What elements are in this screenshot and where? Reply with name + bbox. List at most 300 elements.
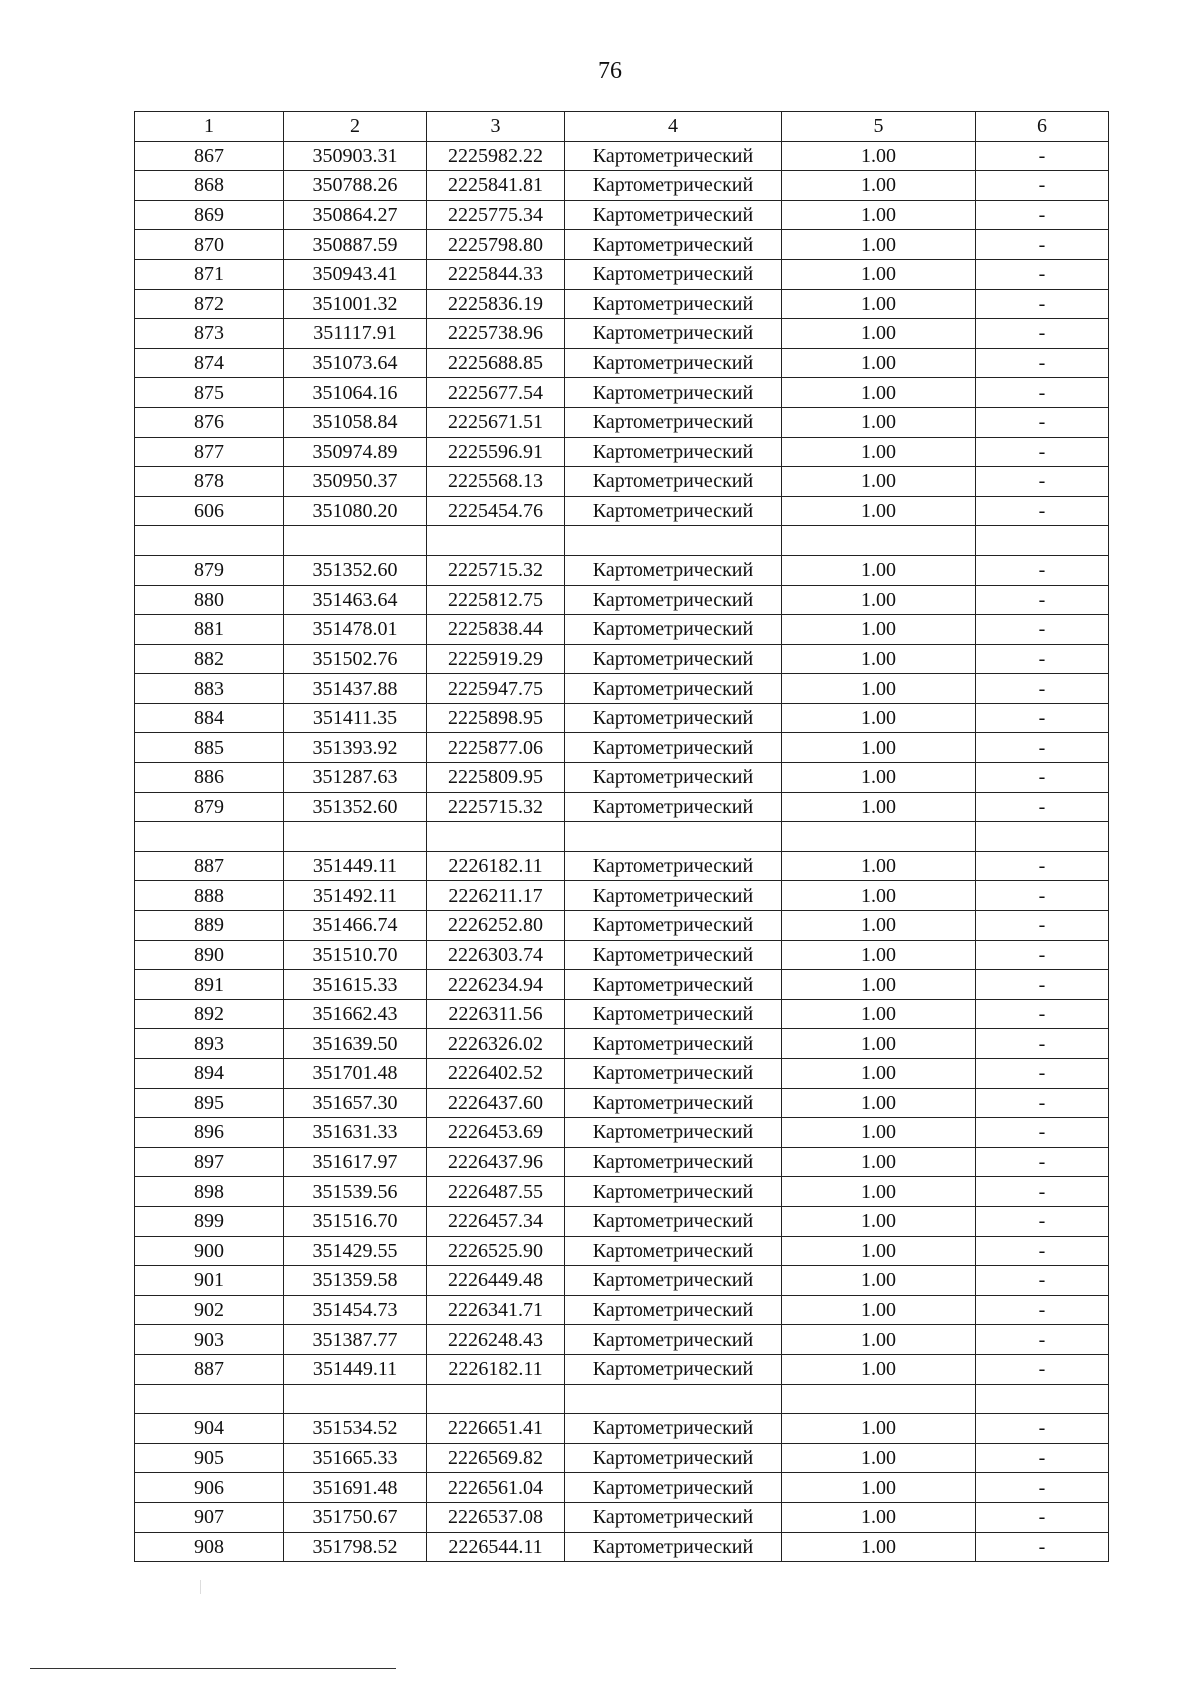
accuracy-cell: 1.00 [782,259,976,289]
x-coordinate-cell: 351691.48 [284,1473,427,1503]
x-coordinate-cell: 351639.50 [284,1029,427,1059]
column-header: 1 [135,112,284,142]
y-coordinate-cell [427,526,565,556]
note-cell: - [976,881,1109,911]
accuracy-cell: 1.00 [782,1059,976,1089]
x-coordinate-cell: 351359.58 [284,1266,427,1296]
x-coordinate-cell: 351393.92 [284,733,427,763]
table-row [135,259,1109,289]
coordinates-table [134,111,1109,1562]
y-coordinate-cell: 2226437.60 [427,1088,565,1118]
y-coordinate-cell: 2226326.02 [427,1029,565,1059]
y-coordinate-cell: 2225898.95 [427,703,565,733]
note-cell: - [976,1118,1109,1148]
y-coordinate-cell: 2226182.11 [427,851,565,881]
method-cell: Картометрический [565,1414,782,1444]
x-coordinate-cell: 351502.76 [284,644,427,674]
table-row [135,940,1109,970]
point-number-cell: 897 [135,1147,284,1177]
column-header: 3 [427,112,565,142]
point-number-cell [135,1384,284,1414]
accuracy-cell: 1.00 [782,585,976,615]
note-cell: - [976,644,1109,674]
accuracy-cell: 1.00 [782,644,976,674]
point-number-cell: 887 [135,1354,284,1384]
table-row [135,1236,1109,1266]
accuracy-cell: 1.00 [782,1236,976,1266]
y-coordinate-cell: 2225947.75 [427,674,565,704]
accuracy-cell: 1.00 [782,940,976,970]
y-coordinate-cell: 2225738.96 [427,319,565,349]
note-cell: - [976,1266,1109,1296]
scan-speck [200,1580,201,1594]
x-coordinate-cell: 351058.84 [284,407,427,437]
y-coordinate-cell: 2226211.17 [427,881,565,911]
accuracy-cell [782,822,976,852]
y-coordinate-cell [427,1384,565,1414]
point-number-cell: 898 [135,1177,284,1207]
x-coordinate-cell: 350903.31 [284,141,427,171]
accuracy-cell [782,526,976,556]
point-number-cell: 906 [135,1473,284,1503]
table-row [135,1266,1109,1296]
note-cell: - [976,378,1109,408]
accuracy-cell: 1.00 [782,1443,976,1473]
method-cell: Картометрический [565,703,782,733]
point-number-cell: 903 [135,1325,284,1355]
x-coordinate-cell: 351449.11 [284,851,427,881]
table-row [135,1147,1109,1177]
page-number: 76 [598,58,622,84]
point-number-cell: 871 [135,259,284,289]
x-coordinate-cell: 351411.35 [284,703,427,733]
note-cell: - [976,851,1109,881]
table-row [135,881,1109,911]
y-coordinate-cell: 2226182.11 [427,1354,565,1384]
method-cell: Картометрический [565,1147,782,1177]
accuracy-cell: 1.00 [782,1473,976,1503]
column-header: 5 [782,112,976,142]
method-cell: Картометрический [565,496,782,526]
table-row [135,1473,1109,1503]
point-number-cell: 606 [135,496,284,526]
note-cell: - [976,259,1109,289]
method-cell [565,526,782,556]
method-cell: Картометрический [565,733,782,763]
table-header [135,112,1109,142]
method-cell: Картометрический [565,851,782,881]
y-coordinate-cell: 2225982.22 [427,141,565,171]
method-cell: Картометрический [565,1354,782,1384]
method-cell: Картометрический [565,437,782,467]
table-row [135,1354,1109,1384]
note-cell [976,526,1109,556]
accuracy-cell: 1.00 [782,348,976,378]
point-number-cell: 894 [135,1059,284,1089]
accuracy-cell: 1.00 [782,733,976,763]
x-coordinate-cell: 351449.11 [284,1354,427,1384]
note-cell: - [976,1088,1109,1118]
point-number-cell: 881 [135,615,284,645]
accuracy-cell: 1.00 [782,615,976,645]
method-cell: Картометрический [565,1206,782,1236]
method-cell: Картометрический [565,1295,782,1325]
point-number-cell: 870 [135,230,284,260]
method-cell: Картометрический [565,171,782,201]
point-number-cell: 875 [135,378,284,408]
point-number-cell: 902 [135,1295,284,1325]
point-number-cell: 905 [135,1443,284,1473]
note-cell: - [976,733,1109,763]
y-coordinate-cell: 2226449.48 [427,1266,565,1296]
table-row [135,348,1109,378]
note-cell: - [976,1206,1109,1236]
accuracy-cell: 1.00 [782,1088,976,1118]
table-row [135,585,1109,615]
table-row [135,1502,1109,1532]
point-number-cell: 895 [135,1088,284,1118]
table-row [135,378,1109,408]
column-header: 6 [976,112,1109,142]
method-cell: Картометрический [565,1029,782,1059]
note-cell: - [976,319,1109,349]
y-coordinate-cell: 2226457.34 [427,1206,565,1236]
y-coordinate-cell: 2226437.96 [427,1147,565,1177]
x-coordinate-cell: 351516.70 [284,1206,427,1236]
table-row [135,911,1109,941]
point-number-cell: 904 [135,1414,284,1444]
note-cell: - [976,1029,1109,1059]
accuracy-cell: 1.00 [782,141,976,171]
point-number-cell: 886 [135,763,284,793]
y-coordinate-cell: 2225715.32 [427,555,565,585]
method-cell: Картометрический [565,1059,782,1089]
table-row [135,733,1109,763]
accuracy-cell: 1.00 [782,674,976,704]
method-cell: Картометрический [565,200,782,230]
table-row [135,496,1109,526]
method-cell: Картометрический [565,1473,782,1503]
accuracy-cell: 1.00 [782,1354,976,1384]
accuracy-cell: 1.00 [782,289,976,319]
x-coordinate-cell: 351539.56 [284,1177,427,1207]
y-coordinate-cell: 2225775.34 [427,200,565,230]
method-cell: Картометрический [565,348,782,378]
y-coordinate-cell: 2225812.75 [427,585,565,615]
note-cell: - [976,230,1109,260]
table-row [135,615,1109,645]
method-cell: Картометрический [565,1177,782,1207]
note-cell: - [976,496,1109,526]
method-cell: Картометрический [565,615,782,645]
table-row [135,1325,1109,1355]
note-cell: - [976,437,1109,467]
point-number-cell: 869 [135,200,284,230]
y-coordinate-cell: 2226453.69 [427,1118,565,1148]
x-coordinate-cell: 351631.33 [284,1118,427,1148]
point-number-cell: 877 [135,437,284,467]
note-cell: - [976,200,1109,230]
x-coordinate-cell: 351701.48 [284,1059,427,1089]
y-coordinate-cell: 2225671.51 [427,407,565,437]
column-header: 4 [565,112,782,142]
point-number-cell: 891 [135,970,284,1000]
method-cell: Картометрический [565,1532,782,1562]
note-cell: - [976,615,1109,645]
x-coordinate-cell: 351615.33 [284,970,427,1000]
table-row [135,1443,1109,1473]
point-number-cell: 899 [135,1206,284,1236]
table-row [135,999,1109,1029]
x-coordinate-cell: 350950.37 [284,467,427,497]
accuracy-cell: 1.00 [782,881,976,911]
x-coordinate-cell [284,526,427,556]
table-body [135,141,1109,1562]
point-number-cell: 900 [135,1236,284,1266]
method-cell: Картометрический [565,1266,782,1296]
note-cell: - [976,1177,1109,1207]
y-coordinate-cell: 2226525.90 [427,1236,565,1266]
point-number-cell: 867 [135,141,284,171]
note-cell: - [976,1236,1109,1266]
table-row [135,970,1109,1000]
method-cell [565,822,782,852]
y-coordinate-cell: 2226651.41 [427,1414,565,1444]
accuracy-cell: 1.00 [782,319,976,349]
method-cell: Картометрический [565,644,782,674]
table-row [135,230,1109,260]
x-coordinate-cell: 351617.97 [284,1147,427,1177]
accuracy-cell: 1.00 [782,230,976,260]
accuracy-cell: 1.00 [782,763,976,793]
point-number-cell: 872 [135,289,284,319]
point-number-cell: 889 [135,911,284,941]
x-coordinate-cell: 351437.88 [284,674,427,704]
x-coordinate-cell: 351287.63 [284,763,427,793]
y-coordinate-cell: 2226311.56 [427,999,565,1029]
point-number-cell: 884 [135,703,284,733]
x-coordinate-cell: 351798.52 [284,1532,427,1562]
method-cell: Картометрический [565,141,782,171]
y-coordinate-cell [427,822,565,852]
method-cell: Картометрический [565,467,782,497]
point-number-cell: 876 [135,407,284,437]
y-coordinate-cell: 2225919.29 [427,644,565,674]
accuracy-cell: 1.00 [782,1295,976,1325]
table-row [135,1295,1109,1325]
note-cell: - [976,1502,1109,1532]
note-cell: - [976,674,1109,704]
table-row [135,644,1109,674]
note-cell: - [976,1147,1109,1177]
method-cell: Картометрический [565,911,782,941]
x-coordinate-cell: 351073.64 [284,348,427,378]
method-cell: Картометрический [565,319,782,349]
x-coordinate-cell: 351001.32 [284,289,427,319]
table-row [135,437,1109,467]
table-row [135,703,1109,733]
accuracy-cell: 1.00 [782,1532,976,1562]
note-cell: - [976,970,1109,1000]
note-cell [976,1384,1109,1414]
point-number-cell: 892 [135,999,284,1029]
method-cell: Картометрический [565,1325,782,1355]
note-cell: - [976,407,1109,437]
table-row [135,467,1109,497]
table-row [135,1118,1109,1148]
point-number-cell: 879 [135,555,284,585]
y-coordinate-cell: 2225596.91 [427,437,565,467]
note-cell: - [976,141,1109,171]
point-number-cell: 883 [135,674,284,704]
table-row [135,1059,1109,1089]
method-cell: Картометрический [565,230,782,260]
x-coordinate-cell: 351510.70 [284,940,427,970]
y-coordinate-cell: 2225715.32 [427,792,565,822]
table-row [135,171,1109,201]
y-coordinate-cell: 2226537.08 [427,1502,565,1532]
method-cell: Картометрический [565,881,782,911]
note-cell: - [976,1532,1109,1562]
y-coordinate-cell: 2226561.04 [427,1473,565,1503]
accuracy-cell: 1.00 [782,200,976,230]
x-coordinate-cell: 351662.43 [284,999,427,1029]
table-row [135,822,1109,852]
point-number-cell: 890 [135,940,284,970]
table-row [135,200,1109,230]
accuracy-cell: 1.00 [782,1118,976,1148]
table-row [135,674,1109,704]
note-cell: - [976,940,1109,970]
note-cell: - [976,1295,1109,1325]
accuracy-cell: 1.00 [782,467,976,497]
y-coordinate-cell: 2225798.80 [427,230,565,260]
y-coordinate-cell: 2225677.54 [427,378,565,408]
table-row [135,407,1109,437]
method-cell: Картометрический [565,1088,782,1118]
x-coordinate-cell: 351454.73 [284,1295,427,1325]
method-cell: Картометрический [565,289,782,319]
accuracy-cell: 1.00 [782,1206,976,1236]
table-row [135,319,1109,349]
footer-rule [30,1668,396,1669]
y-coordinate-cell: 2225838.44 [427,615,565,645]
method-cell: Картометрический [565,674,782,704]
accuracy-cell: 1.00 [782,792,976,822]
accuracy-cell: 1.00 [782,1147,976,1177]
point-number-cell: 880 [135,585,284,615]
x-coordinate-cell: 351657.30 [284,1088,427,1118]
method-cell: Картометрический [565,763,782,793]
accuracy-cell: 1.00 [782,1177,976,1207]
x-coordinate-cell: 351080.20 [284,496,427,526]
note-cell: - [976,1325,1109,1355]
x-coordinate-cell: 351750.67 [284,1502,427,1532]
note-cell: - [976,171,1109,201]
point-number-cell: 908 [135,1532,284,1562]
header-row [135,112,1109,142]
x-coordinate-cell: 351352.60 [284,555,427,585]
table-row [135,792,1109,822]
accuracy-cell: 1.00 [782,999,976,1029]
note-cell: - [976,1443,1109,1473]
y-coordinate-cell: 2225844.33 [427,259,565,289]
method-cell: Картометрический [565,259,782,289]
table-row [135,141,1109,171]
table-row [135,851,1109,881]
note-cell [976,822,1109,852]
note-cell: - [976,911,1109,941]
accuracy-cell: 1.00 [782,911,976,941]
y-coordinate-cell: 2225836.19 [427,289,565,319]
y-coordinate-cell: 2225568.13 [427,467,565,497]
point-number-cell: 888 [135,881,284,911]
x-coordinate-cell: 351429.55 [284,1236,427,1266]
method-cell: Картометрический [565,792,782,822]
y-coordinate-cell: 2226234.94 [427,970,565,1000]
method-cell: Картометрический [565,378,782,408]
point-number-cell: 893 [135,1029,284,1059]
method-cell: Картометрический [565,970,782,1000]
accuracy-cell [782,1384,976,1414]
accuracy-cell: 1.00 [782,1414,976,1444]
accuracy-cell: 1.00 [782,437,976,467]
table-row [135,1088,1109,1118]
table-row [135,555,1109,585]
x-coordinate-cell: 351463.64 [284,585,427,615]
accuracy-cell: 1.00 [782,970,976,1000]
x-coordinate-cell: 351064.16 [284,378,427,408]
point-number-cell: 882 [135,644,284,674]
note-cell: - [976,348,1109,378]
y-coordinate-cell: 2226341.71 [427,1295,565,1325]
method-cell: Картометрический [565,940,782,970]
point-number-cell [135,526,284,556]
y-coordinate-cell: 2225454.76 [427,496,565,526]
point-number-cell: 874 [135,348,284,378]
table-row [135,763,1109,793]
accuracy-cell: 1.00 [782,171,976,201]
point-number-cell: 868 [135,171,284,201]
note-cell: - [976,467,1109,497]
point-number-cell: 896 [135,1118,284,1148]
point-number-cell [135,822,284,852]
accuracy-cell: 1.00 [782,1325,976,1355]
x-coordinate-cell: 351478.01 [284,615,427,645]
accuracy-cell: 1.00 [782,407,976,437]
accuracy-cell: 1.00 [782,496,976,526]
x-coordinate-cell: 350788.26 [284,171,427,201]
y-coordinate-cell: 2225688.85 [427,348,565,378]
accuracy-cell: 1.00 [782,555,976,585]
accuracy-cell: 1.00 [782,378,976,408]
column-header: 2 [284,112,427,142]
point-number-cell: 879 [135,792,284,822]
table-row [135,1532,1109,1562]
point-number-cell: 878 [135,467,284,497]
accuracy-cell: 1.00 [782,703,976,733]
x-coordinate-cell: 351117.91 [284,319,427,349]
x-coordinate-cell: 350974.89 [284,437,427,467]
x-coordinate-cell [284,822,427,852]
x-coordinate-cell: 351665.33 [284,1443,427,1473]
table-row [135,1177,1109,1207]
table-row [135,1206,1109,1236]
y-coordinate-cell: 2225877.06 [427,733,565,763]
method-cell: Картометрический [565,555,782,585]
x-coordinate-cell: 350943.41 [284,259,427,289]
point-number-cell: 907 [135,1502,284,1532]
